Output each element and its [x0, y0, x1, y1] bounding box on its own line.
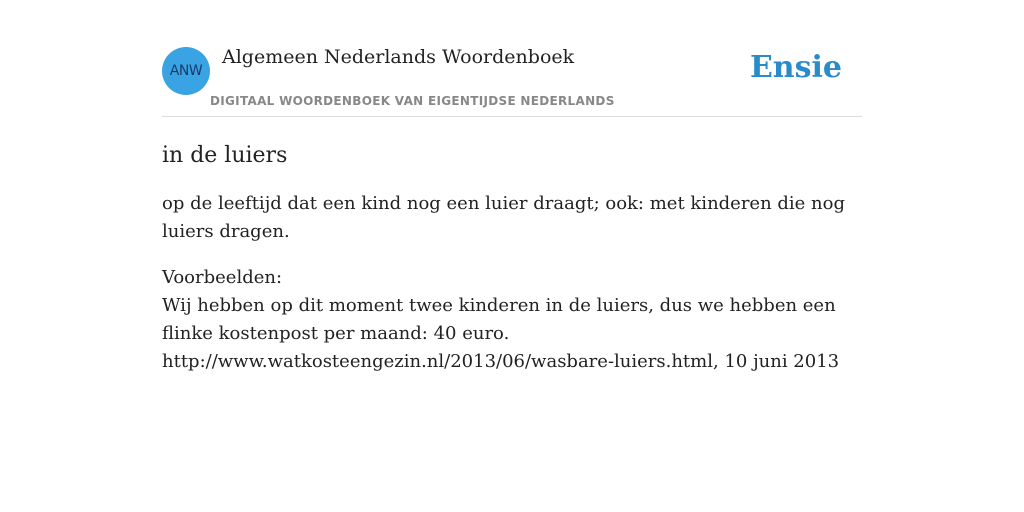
page-container: [162, 0, 862, 376]
site-header: [162, 0, 862, 117]
anw-logo-text: ANW: [169, 63, 203, 79]
entry-definition: op de leeftijd dat een kind nog een luier draagt; ook: met kinderen die nog luiers dragen.: [162, 193, 846, 242]
site-subtitle: DIGITAAL WOORDENBOEK VAN EIGENTIJDSE NEDERLANDS: [210, 94, 615, 108]
ensie-brand-link[interactable]: Ensie: [749, 50, 842, 85]
example-text: Wij hebben op dit moment twee kinderen in de luiers, dus we hebben een flinke kostenpost per maand: 40 euro.: [162, 295, 836, 344]
example-source: http://www.watkosteengezin.nl/2013/06/wasbare-luiers.html, 10 juni 2013: [162, 351, 840, 372]
entry-term: in de luiers: [162, 143, 288, 168]
anw-logo[interactable]: [162, 47, 210, 95]
examples-label: Voorbeelden:: [162, 267, 283, 288]
examples-section: [162, 264, 862, 376]
site-title[interactable]: Algemeen Nederlands Woordenboek: [222, 46, 575, 68]
